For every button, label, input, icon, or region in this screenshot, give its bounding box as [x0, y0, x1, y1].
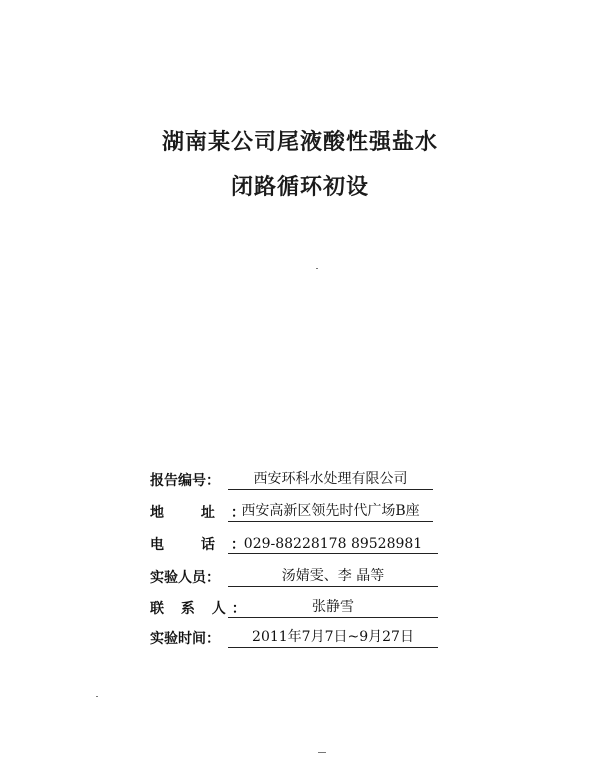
report-number-row: [150, 466, 433, 490]
contact-label: 联 系 人：: [150, 601, 252, 617]
contact-value: 张静雪: [228, 596, 438, 618]
experimenters-row: [150, 563, 438, 587]
address-label: 地 址：: [150, 505, 261, 521]
phone-row: [150, 530, 438, 554]
address-value: 西安高新区领先时代广场B座: [228, 500, 433, 522]
document-title-line-1: 湖南某公司尾液酸性强盐水: [161, 130, 438, 155]
experiment-time-row: [150, 624, 438, 648]
experiment-time-label: 实验时间：: [150, 631, 220, 647]
contact-row: [150, 594, 438, 618]
address-row: [150, 498, 433, 522]
document-title-line-2: 闭路循环初设: [230, 175, 369, 200]
scan-speck: [318, 752, 326, 753]
experiment-time-value: 2011年7月7日~9月27日: [228, 626, 438, 648]
phone-value: 029-88228178 89528981: [228, 536, 438, 554]
phone-label: 电 话：: [150, 537, 261, 553]
experimenters-label: 实验人员：: [150, 570, 220, 586]
report-number-label: 报告编号：: [150, 473, 220, 489]
scan-speck: [96, 696, 98, 697]
scan-speck: [316, 268, 318, 269]
report-number-value: 西安环科水处理有限公司: [228, 468, 433, 490]
experimenters-value: 汤婧雯、李 晶等: [228, 565, 438, 587]
